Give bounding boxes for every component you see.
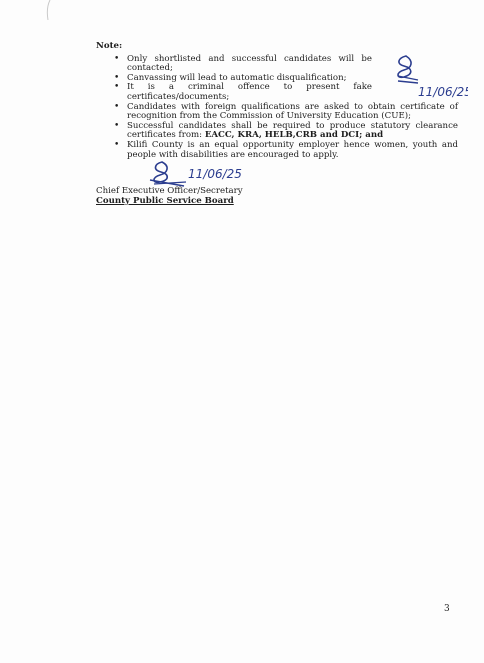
note-item-equal-opportunity: • Kilifi County is an equal opportunity employer hence women, youth and people with disabilities are encouraged to apply. <box>114 141 458 160</box>
signature-date: 11/06/25 <box>188 167 242 181</box>
note-item-shortlisted: • Only shortlisted and successful candidates will be contacted; <box>114 55 372 74</box>
handwritten-initials-top <box>388 52 468 102</box>
top-signature-date: 11/06/25 <box>418 85 468 98</box>
clearance-text: Successful candidates shall be required to produce statutory clearance certificates from: <box>127 120 458 141</box>
signatory-board: County Public Service Board <box>96 196 234 206</box>
page-number: 3 <box>444 604 450 614</box>
note-heading: Note: <box>96 41 123 51</box>
signatory-title: Chief Executive Officer/Secretary <box>96 186 243 196</box>
note-item-clearance <box>114 122 458 141</box>
note-item-foreign-qualifications: • Candidates with foreign qualifications are asked to obtain certificate of recognition from the Commission of University Education (CUE); <box>114 103 458 122</box>
scan-edge-mark <box>28 0 52 20</box>
clearance-agencies: EACC, KRA, HELB,CRB and DCI; and <box>204 130 384 141</box>
note-item-fake-certificates: • It is a criminal offence to present fake certificates/documents; <box>114 83 372 102</box>
note-item-canvassing: • Canvassing will lead to automatic disqualification; <box>114 74 372 84</box>
handwritten-signature-top-icon <box>388 52 468 98</box>
